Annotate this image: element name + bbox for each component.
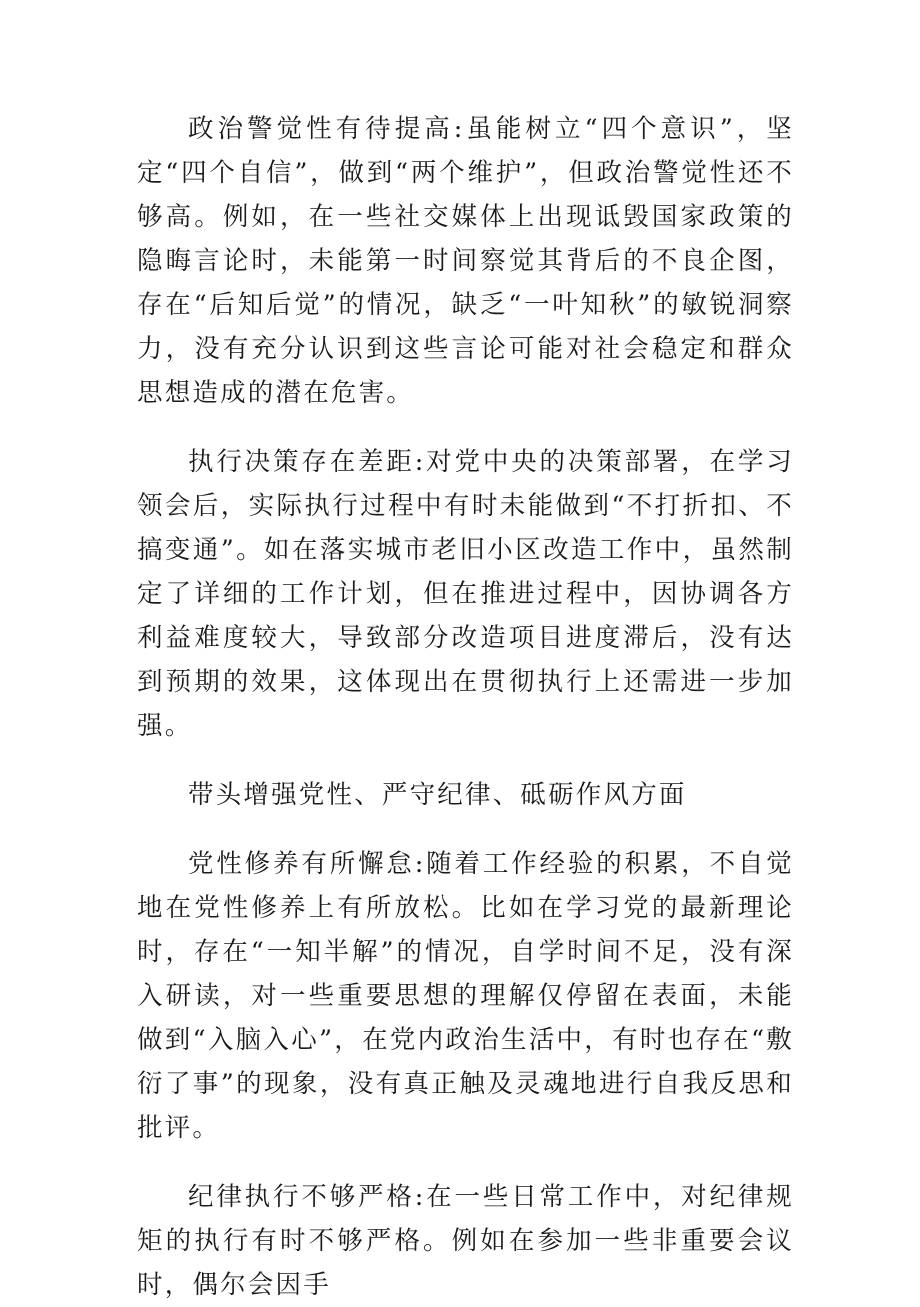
paragraph-lead: 党性修养有所懈怠: (188, 849, 426, 879)
paragraph-body: 随着工作经验的积累，不自觉地在党性修养上有所放松。比如在学习党的最新理论时，存在“一知半解”的情况，自学时间不足，没有深入研读，对一些重要思想的理解仅停留在表面，未能做到“入脑入心”，在党内政治生活中，有时也存在“敷衍了事”的现象，没有真正触及灵魂地进行自我反思和批评。 (137, 849, 794, 1143)
paragraph-political-alertness (137, 107, 794, 415)
paragraph-lead: 纪律执行不够严格: (188, 1182, 426, 1212)
paragraph-lead: 政治警觉性有待提高: (188, 114, 465, 144)
paragraph-lead: 执行决策存在差距: (188, 447, 426, 477)
paragraph-party-cultivation (137, 842, 794, 1150)
section-heading: 带头增强党性、严守纪律、砥砺作风方面 (188, 780, 687, 810)
paragraph-body: 虽能树立“四个意识”，坚定“四个自信”，做到“两个维护”，但政治警觉性还不够高。例如，在一些社交媒体上出现诋毁国家政策的隐晦言论时，未能第一时间察觉其背后的不良企图，存在“后知后觉”的情况，缺乏“一叶知秋”的敏锐洞察力，没有充分认识到这些言论可能对社会稳定和群众思想造成的潜在危害。 (137, 114, 794, 408)
paragraph-body: 对党中央的决策部署，在学习领会后，实际执行过程中有时未能做到“不打折扣、不搞变通”。如在落实城市老旧小区改造工作中，虽然制定了详细的工作计划，但在推进过程中，因协调各方利益难度较大，导致部分改造项目进度滞后，没有达到预期的效果，这体现出在贯彻执行上还需进一步加强。 (137, 447, 794, 741)
paragraph-discipline (137, 1175, 794, 1307)
paragraph-body: 在一些日常工作中，对纪律规矩的执行有时不够严格。例如在参加一些非重要会议时，偶尔会因手 (137, 1182, 794, 1300)
paragraph-decision-execution (137, 440, 794, 748)
